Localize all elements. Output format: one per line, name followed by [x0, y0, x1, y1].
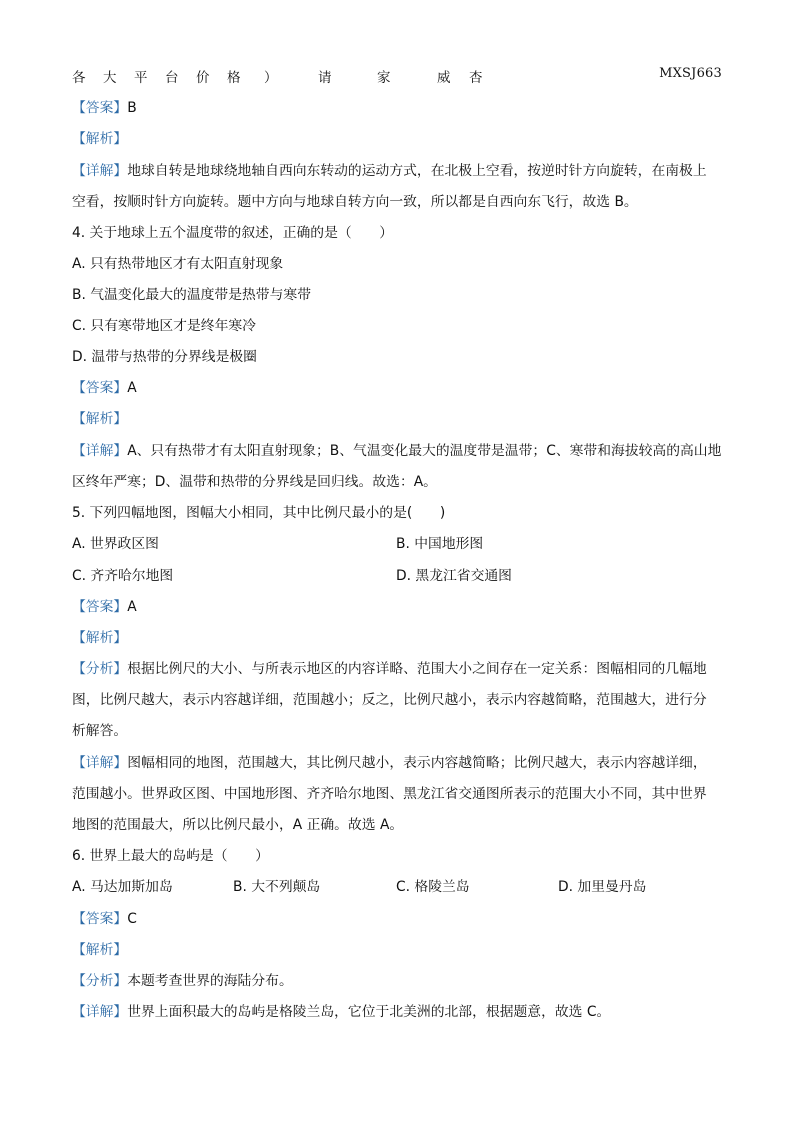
q4-detail-line [72, 441, 721, 461]
detail-text: A、只有热带才有太阳直射现象；B、气温变化最大的温度带是温带；C、寒带和海拔较高的高山地 [127, 443, 722, 459]
answer-value: A [127, 599, 137, 615]
header-char: ） [264, 70, 278, 86]
detail-tag: 【详解】 [72, 755, 128, 771]
header-char: 大 [103, 70, 117, 86]
breakdown-text: 根据比例尺的大小、与所表示地区的内容详略、范围大小之间存在一定关系：图幅相同的几幅地 [127, 661, 707, 677]
q4-detail-line: 区终年严寒；D、温带和热带的分界线是回归线。故选：A。 [72, 474, 437, 490]
q4-option-a: A. 只有热带地区才有太阳直射现象 [72, 256, 284, 272]
q5-breakdown-line: 图，比例尺越大，表示内容越详细，范围越小；反之，比例尺越小，表示内容越简略，范围越大，进行分 [72, 692, 707, 708]
breakdown-tag: 【分析】 [72, 973, 128, 989]
q3-analysis [72, 129, 127, 149]
answer-value: A [127, 380, 137, 396]
q5-breakdown-line [72, 659, 707, 679]
answer-tag: 【答案】 [72, 100, 128, 116]
header-char: 杏 [469, 70, 483, 86]
analysis-tag: 【解析】 [72, 942, 128, 958]
breakdown-tag: 【分析】 [72, 661, 128, 677]
q5-breakdown-line: 析解答。 [72, 723, 128, 739]
answer-tag: 【答案】 [72, 911, 128, 927]
q5-detail-line [72, 753, 707, 773]
answer-value: C [127, 911, 137, 927]
header-char: 各 [72, 70, 86, 86]
header-char: 价 [196, 70, 210, 86]
q5-option-b: B. 中国地形图 [396, 536, 484, 552]
q3-detail-line: 空看，按顺时针方向旋转。题中方向与地球自转方向一致，所以都是自西向东飞行，故选 B。 [72, 194, 638, 210]
q4-analysis [72, 409, 127, 429]
q6-breakdown-line [72, 971, 293, 991]
header-code: MXSJ663 [659, 66, 722, 81]
detail-tag: 【详解】 [72, 163, 128, 179]
q6-option-a: A. 马达加斯加岛 [72, 879, 173, 895]
q6-detail-line [72, 1002, 610, 1022]
q5-option-a: A. 世界政区图 [72, 536, 159, 552]
detail-text: 图幅相同的地图，范围越大，其比例尺越小，表示内容越简略；比例尺越大，表示内容越详细， [127, 755, 707, 771]
q3-answer [72, 98, 137, 118]
header-char: 台 [165, 70, 179, 86]
q6-option-d: D. 加里曼丹岛 [558, 879, 647, 895]
q4-option-d: D. 温带与热带的分界线是极圈 [72, 349, 257, 365]
q4-option-b: B. 气温变化最大的温度带是热带与寒带 [72, 287, 311, 303]
breakdown-text: 本题考查世界的海陆分布。 [127, 973, 293, 989]
header-char: 威 [437, 70, 451, 86]
detail-tag: 【详解】 [72, 443, 128, 459]
q5-detail-line: 地图的范围最大，所以比例尺最小，A 正确。故选 A。 [72, 817, 404, 833]
page-header [72, 66, 722, 86]
q5-option-d: D. 黑龙江省交通图 [396, 568, 512, 584]
q4-option-c: C. 只有寒带地区才是终年寒冷 [72, 318, 256, 334]
q4-answer [72, 378, 137, 398]
q4-stem: 4. 关于地球上五个温度带的叙述，正确的是（ ） [72, 225, 394, 241]
analysis-tag: 【解析】 [72, 131, 128, 147]
header-char: 家 [377, 70, 391, 86]
q5-answer [72, 597, 137, 617]
header-char: 平 [134, 70, 148, 86]
answer-tag: 【答案】 [72, 599, 128, 615]
header-char: 格 [227, 70, 241, 86]
analysis-tag: 【解析】 [72, 630, 128, 646]
q6-analysis [72, 940, 127, 960]
answer-value: B [127, 100, 137, 116]
q6-option-b: B. 大不列颠岛 [233, 879, 321, 895]
detail-text: 地球自转是地球绕地轴自西向东转动的运动方式，在北极上空看，按逆时针方向旋转，在南极上 [127, 163, 707, 179]
q5-stem: 5. 下列四幅地图，图幅大小相同，其中比例尺最小的是( ) [72, 505, 446, 521]
q5-option-c: C. 齐齐哈尔地图 [72, 568, 174, 584]
analysis-tag: 【解析】 [72, 411, 128, 427]
q6-option-c: C. 格陵兰岛 [396, 879, 470, 895]
detail-tag: 【详解】 [72, 1004, 128, 1020]
q5-detail-line: 范围越小。世界政区图、中国地形图、齐齐哈尔地图、黑龙江省交通图所表示的范围大小不同，其中世界 [72, 786, 707, 802]
q6-stem: 6. 世界上最大的岛屿是（ ） [72, 848, 269, 864]
answer-tag: 【答案】 [72, 380, 128, 396]
detail-text: 世界上面积最大的岛屿是格陵兰岛，它位于北美洲的北部，根据题意，故选 C。 [127, 1004, 611, 1020]
header-char: 请 [318, 70, 332, 86]
q6-answer [72, 909, 137, 929]
q3-detail-line [72, 161, 707, 181]
q5-analysis [72, 628, 127, 648]
